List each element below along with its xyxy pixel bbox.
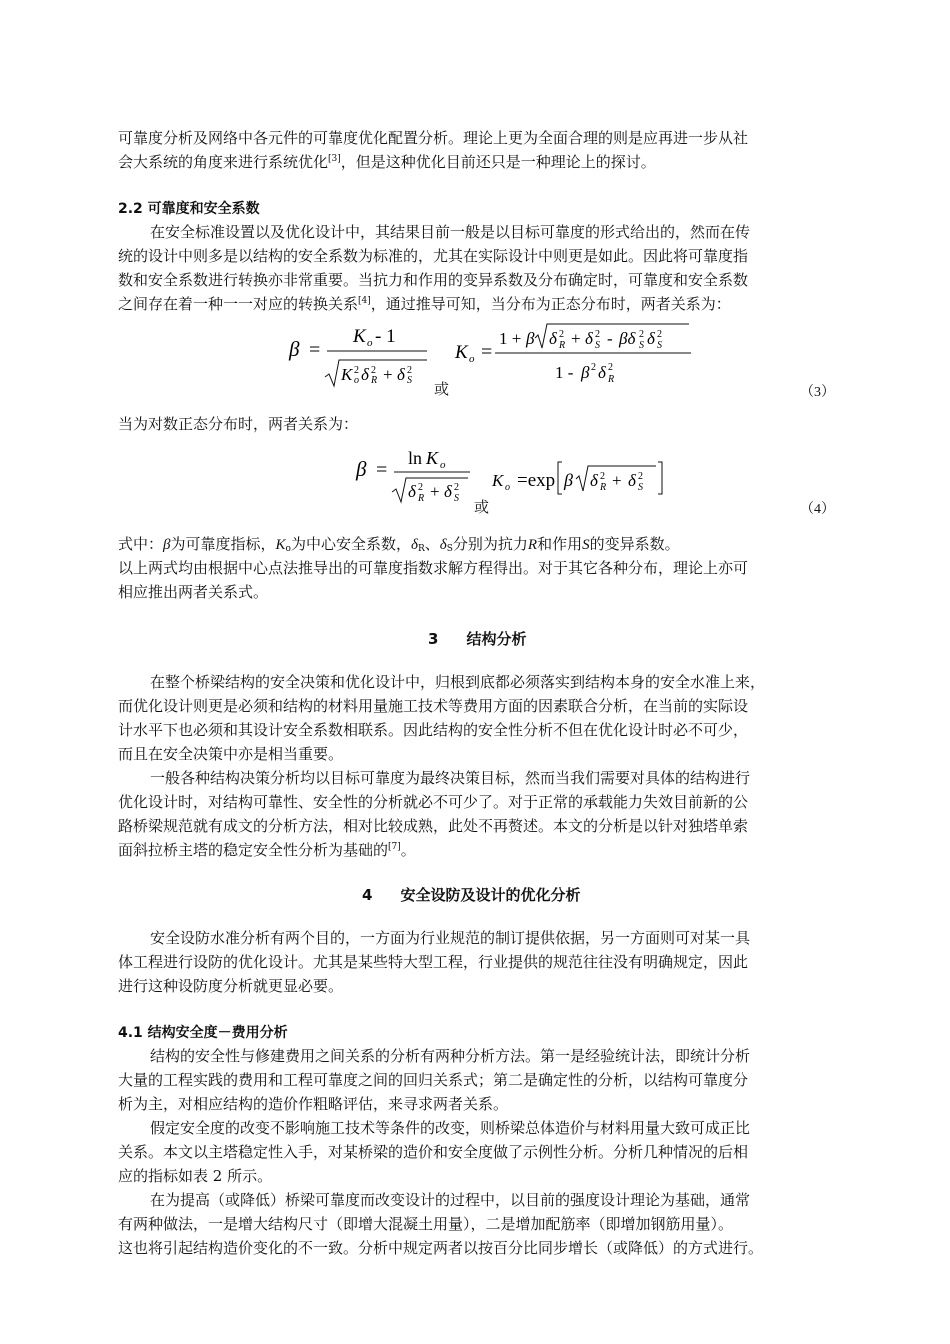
svg-text:β: β	[581, 363, 590, 382]
svg-text:2: 2	[407, 365, 412, 376]
svg-text:K: K	[455, 342, 468, 363]
citation-7: [7]	[388, 842, 401, 852]
svg-text:o: o	[469, 353, 475, 365]
section-4-heading: 4 安全设防及设计的优化分析	[362, 886, 581, 904]
svg-text:- 1: - 1	[375, 326, 396, 347]
s3-p1-line-1: 在整个桥梁结构的安全决策和优化设计中，归根到底都必须落实到结构本身的安全水准上来，	[150, 673, 766, 691]
svg-text:S: S	[639, 340, 644, 351]
svg-text:2: 2	[608, 362, 613, 373]
svg-text:2: 2	[600, 471, 605, 482]
svg-text:δ: δ	[647, 329, 655, 348]
svg-text:δ: δ	[585, 329, 593, 348]
intro-line-2: 会大系统的角度来进行系统优化[3]，但是这种优化目前还只是一种理论上的探讨。	[118, 153, 656, 171]
s4-p1-line-1: 安全设防水准分析有两个目的，一方面为行业规范的制订提供依据，另一方面则可对某一具	[150, 929, 751, 947]
svg-text:2: 2	[559, 329, 564, 340]
svg-text:β: β	[564, 470, 573, 490]
svg-text:δ: δ	[397, 365, 405, 384]
svg-text:S: S	[657, 340, 662, 351]
symbol-note: 式中：β为可靠度指标，$K_o$为中心安全系数，$\delta_R$、$\delta_S$分别为抗力R和作用S的变异系数。	[118, 535, 680, 554]
intro-line-1: 可靠度分析及网络中各元件的可靠度优化配置分析。理论上更为全面合理的则是应再进一步从社	[118, 129, 749, 147]
svg-text:β: β	[289, 337, 300, 361]
svg-text:2: 2	[418, 482, 423, 493]
eq4-number: （4）	[800, 502, 835, 517]
eq4-or: 或	[474, 498, 490, 516]
svg-text:2: 2	[639, 329, 644, 340]
s41-p1-line-3: 析为主，对相应结构的造价作粗略评估，来寻求两者关系。	[118, 1095, 509, 1113]
svg-text:2: 2	[354, 365, 359, 376]
svg-text:=: =	[309, 339, 321, 361]
svg-text:+: +	[571, 329, 581, 348]
svg-text:R: R	[600, 482, 607, 493]
s3-p2-line-3: 路桥梁规范就有成文的分析方法，相对比较成熟，此处不再赘述。本文的分析是以针对独塔单索	[118, 817, 749, 835]
svg-text:2: 2	[595, 329, 600, 340]
svg-text:+: +	[612, 471, 622, 490]
svg-text:S: S	[638, 482, 643, 493]
s41-p2-line-2: 关系。本文以主塔稳定性入手，对某桥梁的造价和安全度做了示例性分析。分析几种情况的后相	[118, 1143, 749, 1161]
s3-p2-line-1: 一般各种结构决策分析均以目标可靠度为最终决策目标，然而当我们需要对具体的结构进行	[150, 769, 751, 787]
svg-text:δ: δ	[590, 471, 598, 490]
svg-text:o: o	[505, 482, 510, 493]
svg-text:R: R	[371, 375, 378, 386]
section-4-1-heading: 4.1 结构安全度－费用分析	[118, 1025, 288, 1041]
svg-text:δ: δ	[444, 482, 452, 501]
svg-text:o: o	[440, 459, 446, 471]
svg-text:-: -	[607, 329, 613, 348]
svg-text:2: 2	[591, 362, 596, 373]
svg-text:δ: δ	[628, 471, 636, 490]
svg-text:δ: δ	[549, 329, 557, 348]
equation-4	[352, 442, 672, 508]
s4-p1-line-2: 体工程进行设防的优化设计。尤其是某些特大型工程，行业提供的规范往往没有明确规定，因此	[118, 953, 749, 971]
section-2-2-heading: 2.2 可靠度和安全系数	[118, 201, 260, 217]
s22-line-4: 之间存在着一种一一对应的转换关系[4]，通过推导可知，当分布为正态分布时，两者关系为：	[118, 295, 731, 313]
s41-p1-line-1: 结构的安全性与修建费用之间关系的分析有两种分析方法。第一是经验统计法，即统计分析	[150, 1047, 751, 1065]
s22-line-1: 在安全标准设置以及优化设计中，其结果目前一般是以目标可靠度的形式给出的，然而在传	[150, 223, 751, 241]
equation-3	[285, 320, 705, 392]
s41-p1-line-2: 大量的工程实践的费用和工程可靠度之间的回归关系式；第二是确定性的分析，以结构可靠度分	[118, 1071, 749, 1089]
svg-text:o: o	[354, 375, 359, 386]
derivation-line-1: 以上两式均由根据中心点法推导出的可靠度指数求解方程得出。对于其它各种分布，理论上亦可	[118, 559, 749, 577]
svg-text:1 -: 1 -	[555, 363, 574, 382]
s3-p1-line-2: 而优化设计则更是必须和结构的材料用量施工技术等费用方面的因素联合分析，在当前的实际设	[118, 697, 749, 715]
svg-text:2: 2	[638, 471, 643, 482]
svg-text:δ: δ	[408, 482, 416, 501]
svg-text:S: S	[595, 340, 600, 351]
svg-text:β: β	[356, 457, 367, 481]
svg-text:δ: δ	[598, 363, 606, 382]
svg-text:2: 2	[371, 365, 376, 376]
lognormal-intro: 当为对数正态分布时，两者关系为：	[118, 415, 359, 433]
s4-p1-line-3: 进行这种设防度分析就更显必要。	[118, 977, 344, 995]
s3-p1-line-3: 计水平下也必须和其设计安全系数相联系。因此结构的安全性分析不但在优化设计时必不可少，	[118, 721, 749, 739]
svg-text:ln: ln	[408, 448, 423, 468]
s3-p2-line-4: 面斜拉桥主塔的稳定安全性分析为基础的[7]。	[118, 841, 416, 859]
svg-text:δ: δ	[361, 365, 369, 384]
svg-text:=exp: =exp	[517, 470, 556, 491]
svg-text:2: 2	[657, 329, 662, 340]
eq3-number: （3）	[800, 385, 835, 400]
s22-line-3: 数和安全系数进行转换亦非常重要。当抗力和作用的变异系数及分布确定时，可靠度和安全系数	[118, 271, 749, 289]
s41-p3-line-2: 有两种做法，一是增大结构尺寸（即增大混凝土用量），二是增加配筋率（即增加钢筋用量）。	[118, 1215, 734, 1233]
svg-text:K: K	[426, 448, 439, 468]
s22-line-2: 统的设计中则多是以结构的安全系数为标准的，尤其在实际设计中则更是如此。因此将可靠度指	[118, 247, 749, 265]
svg-text:K: K	[492, 471, 504, 490]
svg-text:βδ: βδ	[619, 329, 636, 348]
s41-p3-line-1: 在为提高（或降低）桥梁可靠度而改变设计的过程中，以目前的强度设计理论为基础，通常	[150, 1191, 751, 1209]
svg-text:+: +	[383, 365, 393, 384]
eq3-or: 或	[434, 380, 450, 398]
s41-p2-line-3: 应的指标如表 2 所示。	[118, 1167, 273, 1185]
svg-text:R: R	[559, 340, 566, 351]
svg-text:=: =	[376, 459, 388, 481]
svg-text:S: S	[454, 493, 459, 504]
svg-text:K: K	[341, 365, 353, 384]
svg-text:S: S	[407, 375, 412, 386]
s41-p2-line-1: 假定安全度的改变不影响施工技术等条件的改变，则桥梁总体造价与材料用量大致可成正比	[150, 1119, 751, 1137]
svg-text:o: o	[367, 337, 373, 349]
svg-text:β: β	[526, 329, 535, 348]
svg-text:=: =	[481, 341, 493, 363]
svg-text:+: +	[430, 482, 440, 501]
citation-3: [3]	[328, 154, 341, 164]
citation-4: [4]	[358, 296, 371, 306]
svg-text:R: R	[608, 374, 615, 385]
s3-p2-line-2: 优化设计时，对结构可靠性、安全性的分析就必不可少了。对于正常的承载能力失效目前新的公	[118, 793, 749, 811]
svg-text:1 +: 1 +	[499, 329, 522, 348]
svg-text:2: 2	[454, 482, 459, 493]
section-3-heading: 3 结构分析	[428, 630, 527, 648]
derivation-line-2: 相应推出两者关系式。	[118, 583, 269, 601]
s3-p1-line-4: 而且在安全决策中亦是相当重要。	[118, 745, 344, 763]
s41-p3-line-3: 这也将引起结构造价变化的不一致。分析中规定两者以按百分比同步增长（或降低）的方式进行。	[118, 1239, 764, 1257]
svg-text:R: R	[418, 493, 425, 504]
svg-text:K: K	[353, 326, 366, 347]
